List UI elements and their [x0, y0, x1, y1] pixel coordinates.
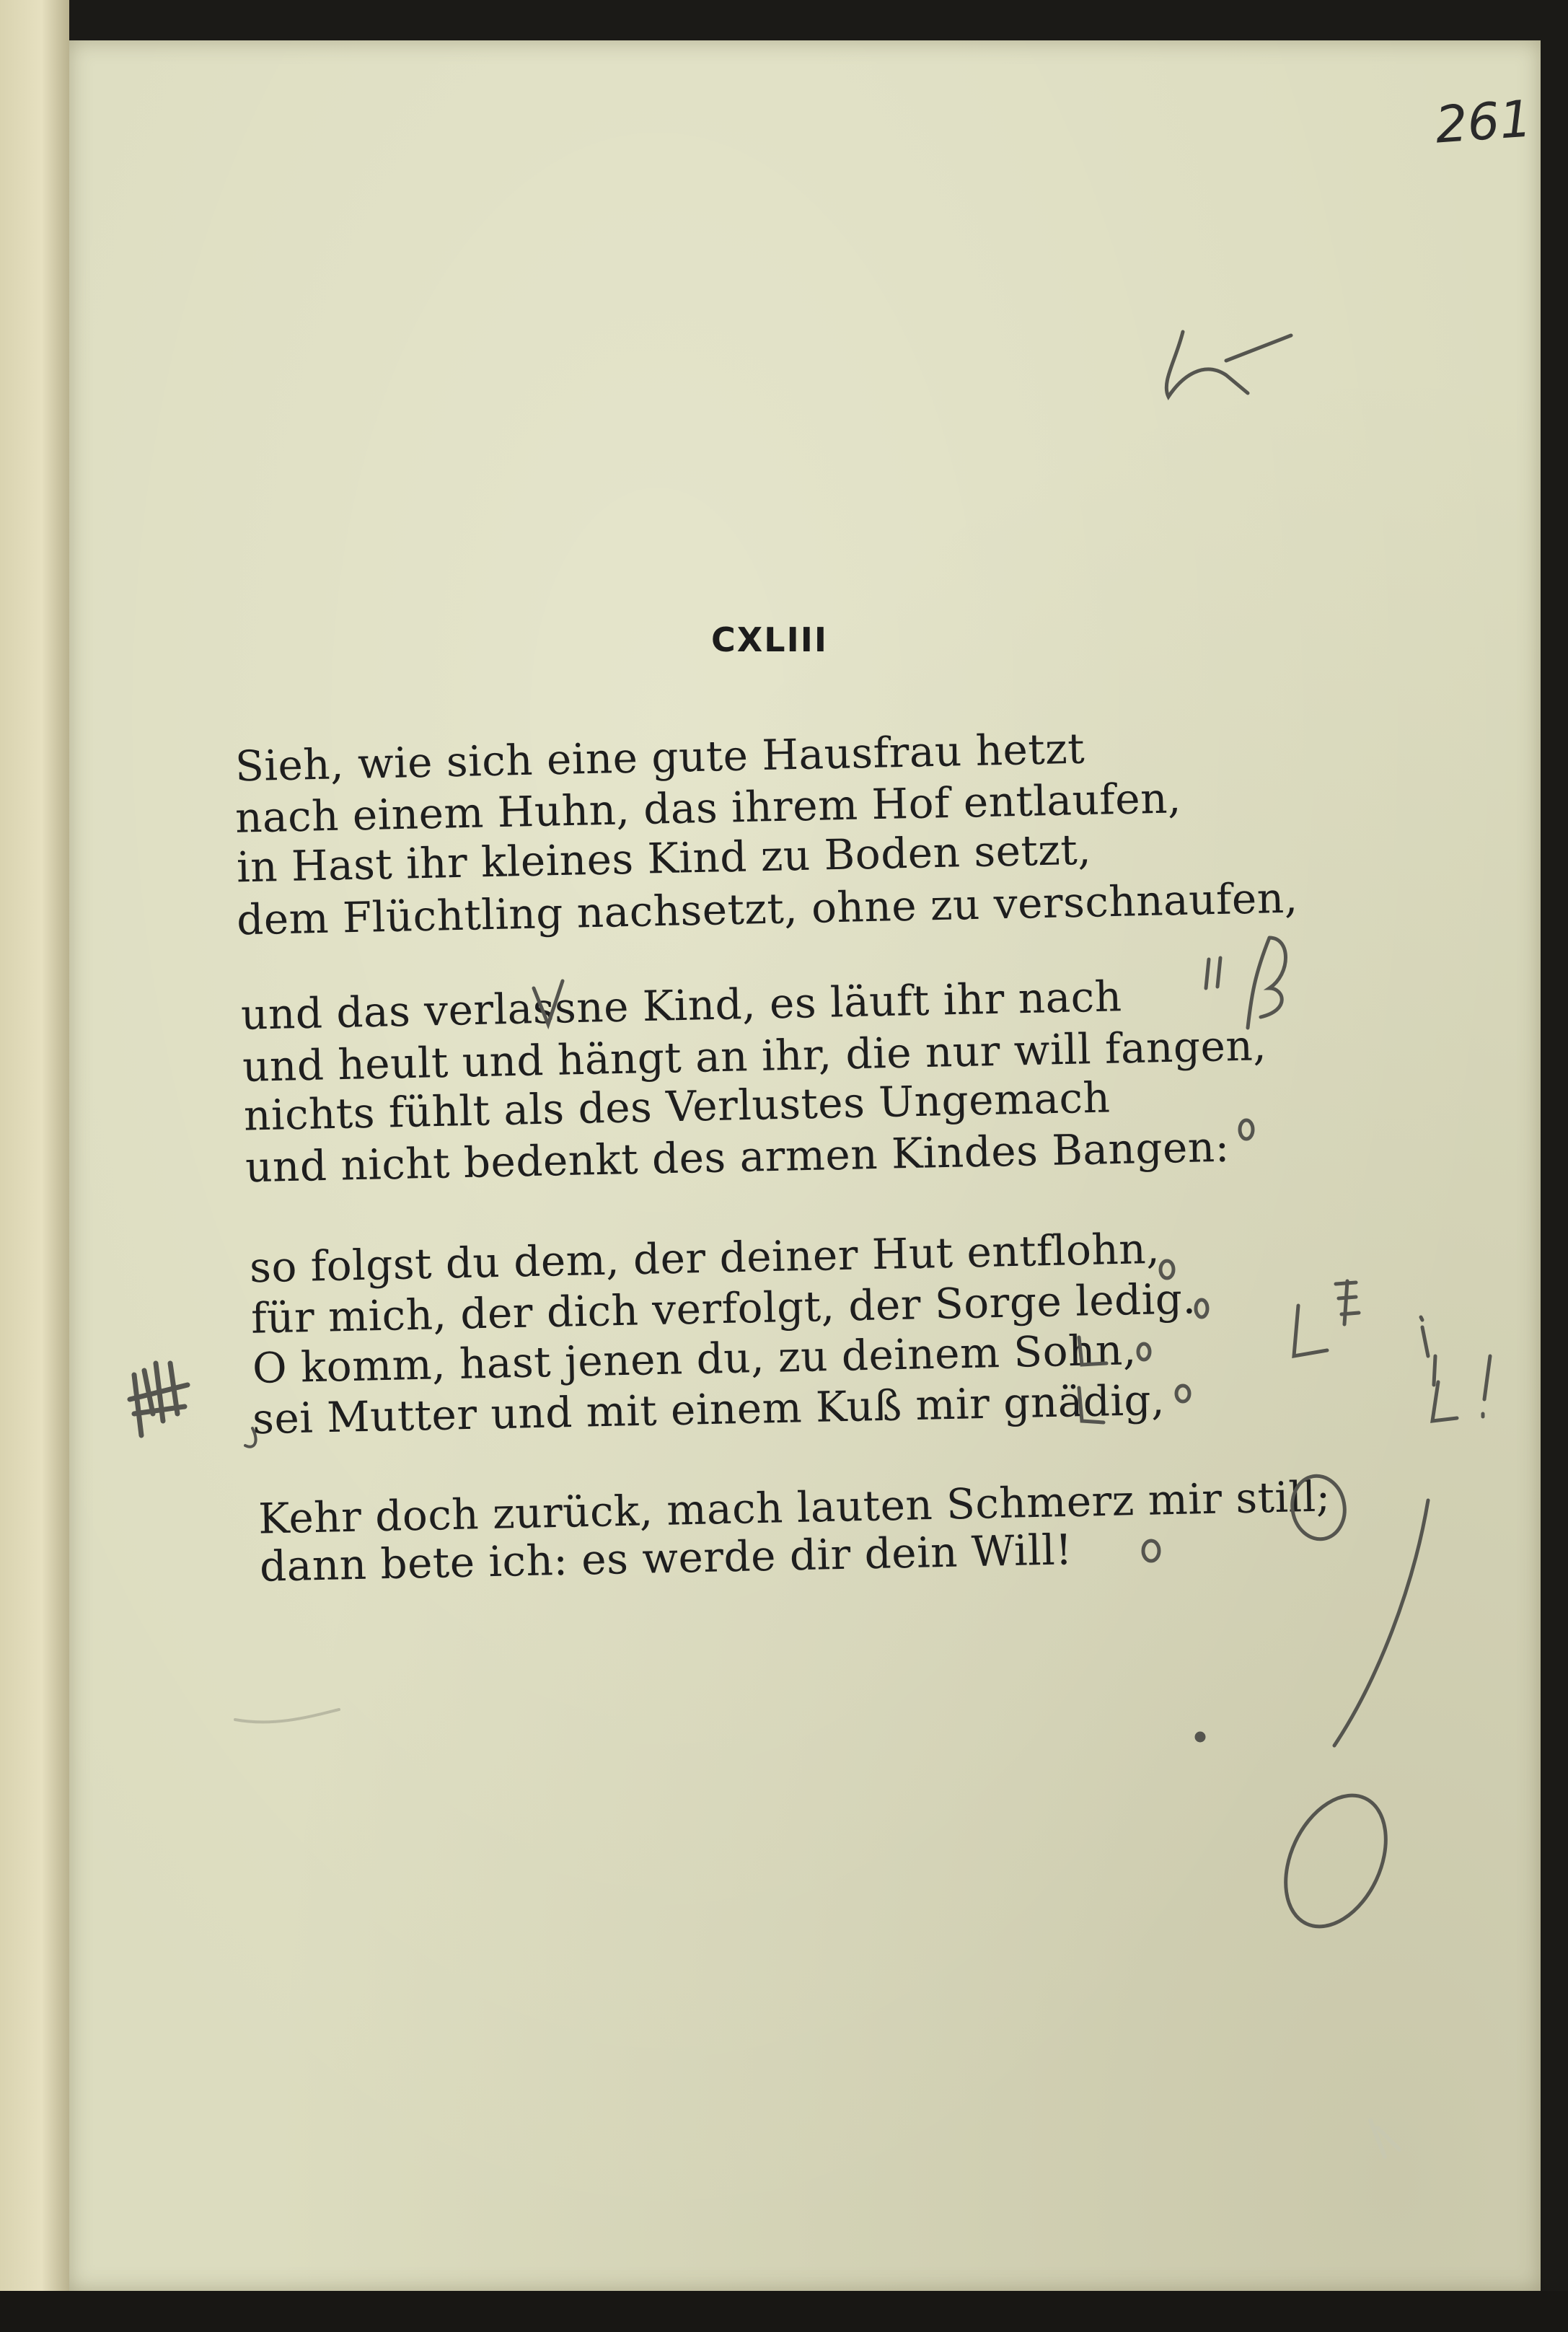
pencil-circle-mark [1240, 1120, 1253, 1139]
poem-line: und das verlassne Kind, es läuft ihr nach [240, 972, 1123, 1039]
handwritten-page-number: 261 [1433, 89, 1534, 155]
poem-line: O komm, hast jenen du, zu deinem Sohn, [252, 1325, 1137, 1393]
pencil-beta-mark [1248, 938, 1286, 1028]
pencil-i-mark [1421, 1317, 1428, 1356]
pencil-large-circle-mark [1266, 1779, 1406, 1942]
pencil-circle-mark [1176, 1386, 1189, 1402]
poem-line: nichts fühlt als des Verlustes Ungemach [243, 1073, 1111, 1140]
pencil-L-mark [1294, 1306, 1327, 1356]
poem-line: Sieh, wie sich eine gute Hausfrau hetzt [234, 723, 1085, 791]
poem-line: dann bete ich: es werde dir dein Will! [259, 1525, 1073, 1591]
poem-line: dem Flüchtling nachsetzt, ohne zu verschnaufen, [236, 873, 1299, 945]
pencil-left-margin-small-mark [245, 1428, 256, 1447]
pencil-circle-mark [1138, 1344, 1150, 1360]
poem-line: für mich, der dich verfolgt, der Sorge ledig. [250, 1274, 1197, 1343]
pencil-excl-mark [1483, 1356, 1490, 1417]
poem-line: Kehr doch zurück, mach lauten Schmerz mir still; [257, 1471, 1331, 1544]
pencil-long-slash-mark [1334, 1500, 1428, 1746]
pencil-insertion-mark [534, 981, 563, 1024]
pencil-small-letter-mark [1336, 1281, 1359, 1324]
pencil-circle-mark [1143, 1541, 1159, 1561]
pencil-corner-mark [1079, 1388, 1104, 1422]
poem-line: so folgst du dem, der deiner Hut entflohn, [249, 1223, 1160, 1293]
pencil-tick-mark [1434, 1356, 1435, 1385]
poem-line: und heult und hängt an ihr, die nur will fangen, [242, 1021, 1267, 1091]
poem-line: sei Mutter und mit einem Kuß mir gnädig, [252, 1375, 1166, 1444]
poem-line: nach einem Huhn, das ihrem Hof entlaufen, [234, 773, 1182, 842]
pencil-double-tick-mark [1206, 958, 1220, 988]
poem-line: und nicht bedenkt des armen Kindes Bangen: [245, 1122, 1230, 1192]
pencil-L-mark [1432, 1382, 1457, 1421]
poem-line: in Hast ihr kleines Kind zu Boden setzt, [236, 824, 1092, 892]
poem-number: CXLIII [711, 620, 828, 659]
paper-stain-mark [1370, 2121, 1399, 2157]
pencil-squiggle-mark [1166, 332, 1291, 397]
pencil-circle-mark [1160, 1261, 1173, 1278]
pencil-large-circle-mark [1287, 1471, 1349, 1543]
pencil-dot-mark [1197, 1733, 1204, 1741]
pencil-corner-mark [1079, 1337, 1106, 1365]
paper-crease-mark [235, 1710, 339, 1722]
pencil-circle-mark [1196, 1300, 1207, 1317]
pencil-left-margin-scribble [130, 1363, 188, 1435]
